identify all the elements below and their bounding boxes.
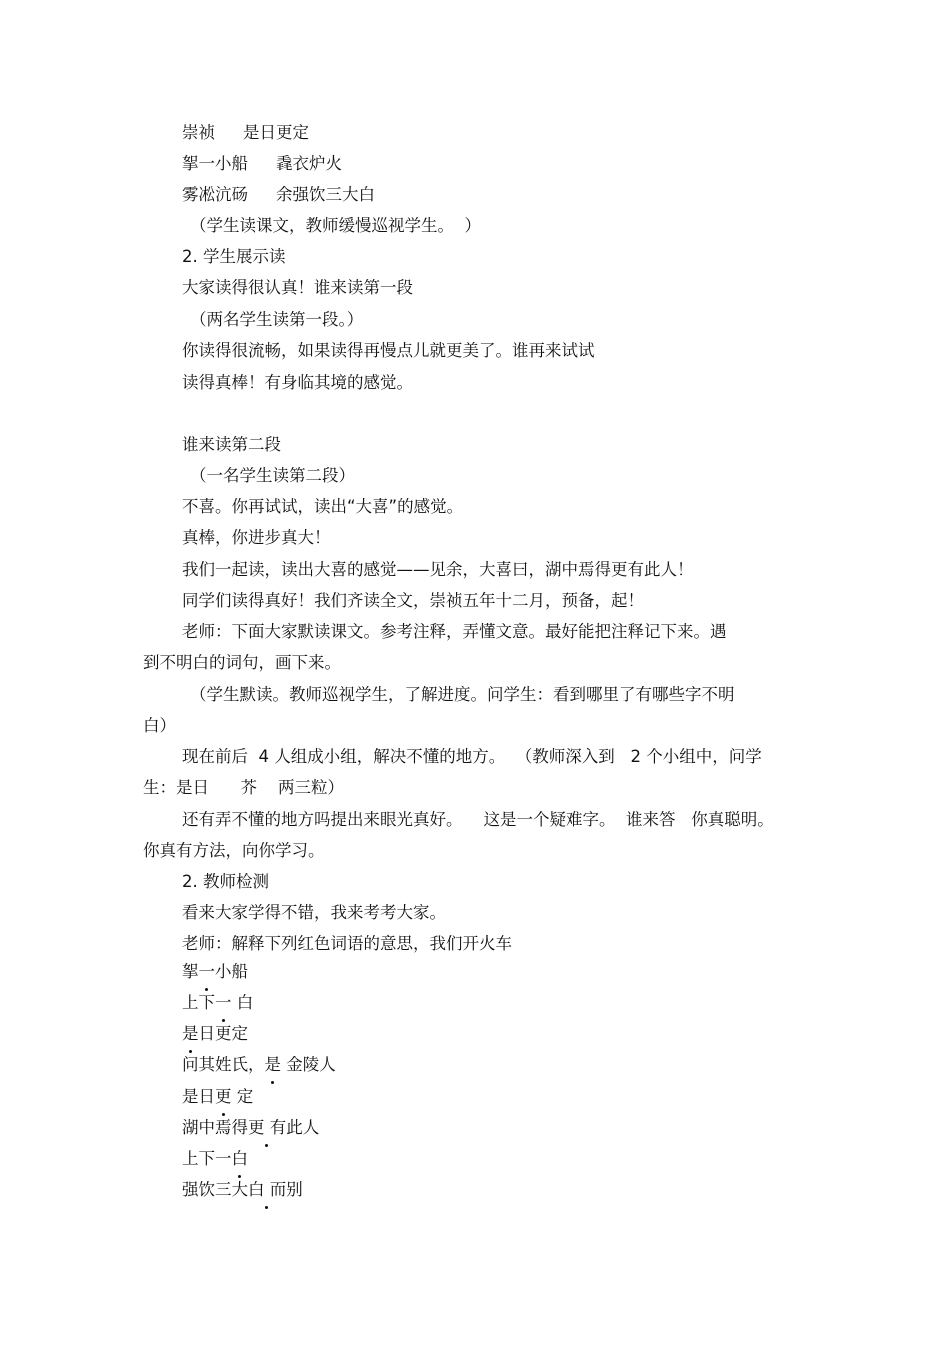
paragraph-line: 谁来读第二段 bbox=[182, 435, 281, 454]
paragraph-line: 现在前后 4 人组成小组，解决不懂的地方。 （教师深入到 2 个小组中，问学 bbox=[182, 747, 762, 766]
term-text: 小船 bbox=[215, 962, 248, 981]
poem-line bbox=[0, 154, 950, 174]
term-line bbox=[0, 993, 950, 1013]
text-run: 挐一小船 bbox=[182, 154, 248, 173]
paragraph-line: 看来大家学得不错，我来考考大家。 bbox=[182, 903, 446, 922]
term-text: 湖中焉得 bbox=[182, 1118, 248, 1137]
term-text: 有此人 bbox=[264, 1118, 320, 1137]
emphasized-char: 更 bbox=[248, 1118, 265, 1137]
term-text: 是日 bbox=[182, 1087, 215, 1106]
term-line bbox=[0, 962, 950, 982]
term-text: 上下 bbox=[182, 993, 215, 1012]
paragraph-line: 你真有方法，向你学习。 bbox=[143, 841, 325, 860]
emphasized-char: 一 bbox=[198, 962, 215, 981]
paragraph-line: 到不明白的词句，画下来。 bbox=[143, 653, 341, 672]
paragraph-line: 同学们读得真好！我们齐读全文，崇祯五年十二月，预备，起！ bbox=[182, 591, 644, 610]
paragraph-line: 老师：解释下列红色词语的意思，我们开火车 bbox=[182, 934, 512, 953]
term-text: 定 bbox=[231, 1087, 254, 1106]
term-line bbox=[0, 1024, 950, 1044]
emphasized-char: 是 bbox=[182, 1024, 199, 1043]
text-run: 雾凇沆砀 bbox=[182, 185, 248, 204]
paragraph-line: 真棒，你进步真大！ bbox=[182, 528, 331, 547]
term-line bbox=[0, 1118, 950, 1138]
section-heading: 2. 学生展示读 bbox=[182, 247, 286, 266]
term-line bbox=[0, 1180, 950, 1200]
paragraph-line: （两名学生读第一段。） bbox=[190, 310, 364, 329]
paragraph-line: （学生读课文，教师缓慢巡视学生。 ） bbox=[190, 216, 481, 235]
emphasized-char: 是 bbox=[264, 1055, 281, 1074]
term-text: 问其姓氏， bbox=[182, 1055, 265, 1074]
term-text: 上下一 bbox=[182, 1149, 232, 1168]
paragraph-line: 还有弄不懂的地方吗提出来眼光真好。 这是一个疑难字。 谁来答 你真聪明。 bbox=[182, 810, 774, 829]
paragraph-line: （学生默读。教师巡视学生，了解进度。问学生：看到哪里了有哪些字不明 bbox=[190, 685, 735, 704]
paragraph-line: 你读得很流畅，如果读得再慢点儿就更美了。谁再来试试 bbox=[182, 341, 595, 360]
text-run: 是日更定 bbox=[243, 123, 309, 142]
paragraph-line: 白） bbox=[143, 716, 176, 735]
emphasized-char: 白 bbox=[248, 1180, 265, 1199]
emphasized-char: 一 bbox=[215, 993, 232, 1012]
paragraph-line: 生：是日 芥 两三粒） bbox=[143, 778, 344, 797]
paragraph-line: （一名学生读第二段） bbox=[190, 466, 355, 485]
text-run: 余强饮三大白 bbox=[276, 185, 375, 204]
emphasized-char: 白 bbox=[231, 1149, 248, 1168]
term-text: 强饮三大 bbox=[182, 1180, 248, 1199]
text-run: 崇祯 bbox=[182, 123, 215, 142]
section-heading: 2. 教师检测 bbox=[182, 872, 269, 891]
term-line bbox=[0, 1087, 950, 1107]
paragraph-line: 不喜。你再试试，读出“大喜”的感觉。 bbox=[182, 497, 464, 516]
emphasized-char: 更 bbox=[215, 1087, 232, 1106]
paragraph-line: 大家读得很认真！谁来读第一段 bbox=[182, 278, 413, 297]
term-line bbox=[0, 1055, 950, 1075]
paragraph-line: 老师：下面大家默读课文。参考注释，弄懂文意。最好能把注释记下来。遇 bbox=[182, 622, 727, 641]
term-text: 日更定 bbox=[198, 1024, 248, 1043]
term-text: 白 bbox=[231, 993, 254, 1012]
poem-line bbox=[0, 185, 950, 205]
term-line bbox=[0, 1149, 950, 1169]
term-text: 金陵人 bbox=[281, 1055, 336, 1074]
paragraph-line: 我们一起读，读出大喜的感觉——见余，大喜曰，湖中焉得更有此人！ bbox=[182, 560, 694, 579]
paragraph-line: 读得真棒！有身临其境的感觉。 bbox=[182, 373, 413, 392]
term-text: 挐 bbox=[182, 962, 199, 981]
text-run: 毳衣炉火 bbox=[276, 154, 342, 173]
poem-line bbox=[0, 123, 950, 143]
term-text: 而别 bbox=[264, 1180, 303, 1199]
